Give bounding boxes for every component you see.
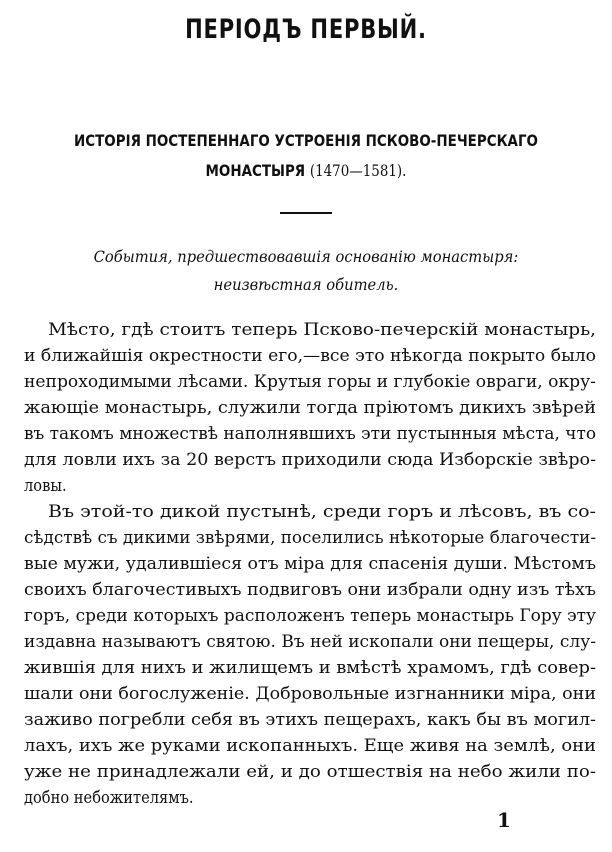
chapter-title — [49, 126, 563, 186]
section-divider — [280, 212, 332, 214]
text-line: заживо погребли себя въ этихъ пещерахъ, какъ бы въ могил- — [24, 710, 597, 730]
chapter-title-line1: ИСТОРІЯ ПОСТЕПЕННАГО УСТРОЕНІЯ ПСКОВО-ПЕЧЕРСКАГО — [74, 131, 538, 150]
text-line: непроходимыми лѣсами. Крутыя горы и глубокіе овраги, окру- — [24, 372, 596, 392]
text-line: горъ, среди которыхъ расположенъ теперь монастырь Гору эту — [24, 606, 596, 626]
subtitle-line1: События, предшествовавшія основанію монастыря: — [93, 247, 519, 266]
chapter-title-line2 — [49, 156, 563, 186]
chapter-title-monastery: МОНАСТЫРЯ — [205, 161, 306, 180]
text-line: въ такомъ множествѣ наполнявшихъ эти пустынныя мѣста, что — [24, 424, 597, 444]
text-line: издавна называютъ святою. Въ ней ископали они пещеры, слу- — [24, 632, 596, 652]
text-line: ловы. — [24, 476, 67, 496]
page-number: 1 — [497, 808, 511, 832]
text-line: для ловли ихъ за 20 верстъ приходили сюда Изборскіе звѣро- — [24, 450, 596, 470]
text-line: вые мужи, удалившіеся отъ міра для спасенія души. Мѣстомъ — [24, 554, 597, 574]
subtitle-line2: неизвѣстная обитель. — [213, 275, 399, 294]
text-line: добно небожителямъ. — [24, 788, 194, 808]
text-line: сѣдствѣ съ дикими звѣрями, поселились нѣкоторые благочести- — [24, 528, 596, 548]
text-line: шали они богослуженіе. Добровольные изгнанники міра, они — [24, 684, 596, 704]
text-line: уже не принадлежали ей, и до отшествія на небо жили по- — [24, 762, 596, 782]
section-subtitle — [24, 243, 587, 299]
text-line: Мѣсто, гдѣ стоитъ теперь Псково-печерскій монастырь, — [48, 320, 597, 340]
text-line: Въ этой-то дикой пустынѣ, среди горъ и лѣсовъ, въ со- — [48, 502, 596, 522]
period-title: ПЕРІОДЪ ПЕРВЫЙ. — [185, 14, 427, 45]
text-line: и ближайшія окрестности его,—все это нѣкогда покрыто было — [24, 346, 597, 366]
text-line: своихъ благочестивыхъ подвиговъ они избрали одну изъ тѣхъ — [24, 580, 597, 600]
chapter-years: (1470—1581). — [309, 161, 407, 180]
text-line: жившія для нихъ и жилищемъ и вмѣстѣ храмомъ, гдѣ совер- — [24, 658, 597, 678]
text-line: лахъ, ихъ же руками ископанныхъ. Еще живя на землѣ, они — [24, 736, 597, 756]
text-line: жающіе монастырь, служили тогда пріютомъ дикихъ звѣрей — [24, 398, 596, 418]
